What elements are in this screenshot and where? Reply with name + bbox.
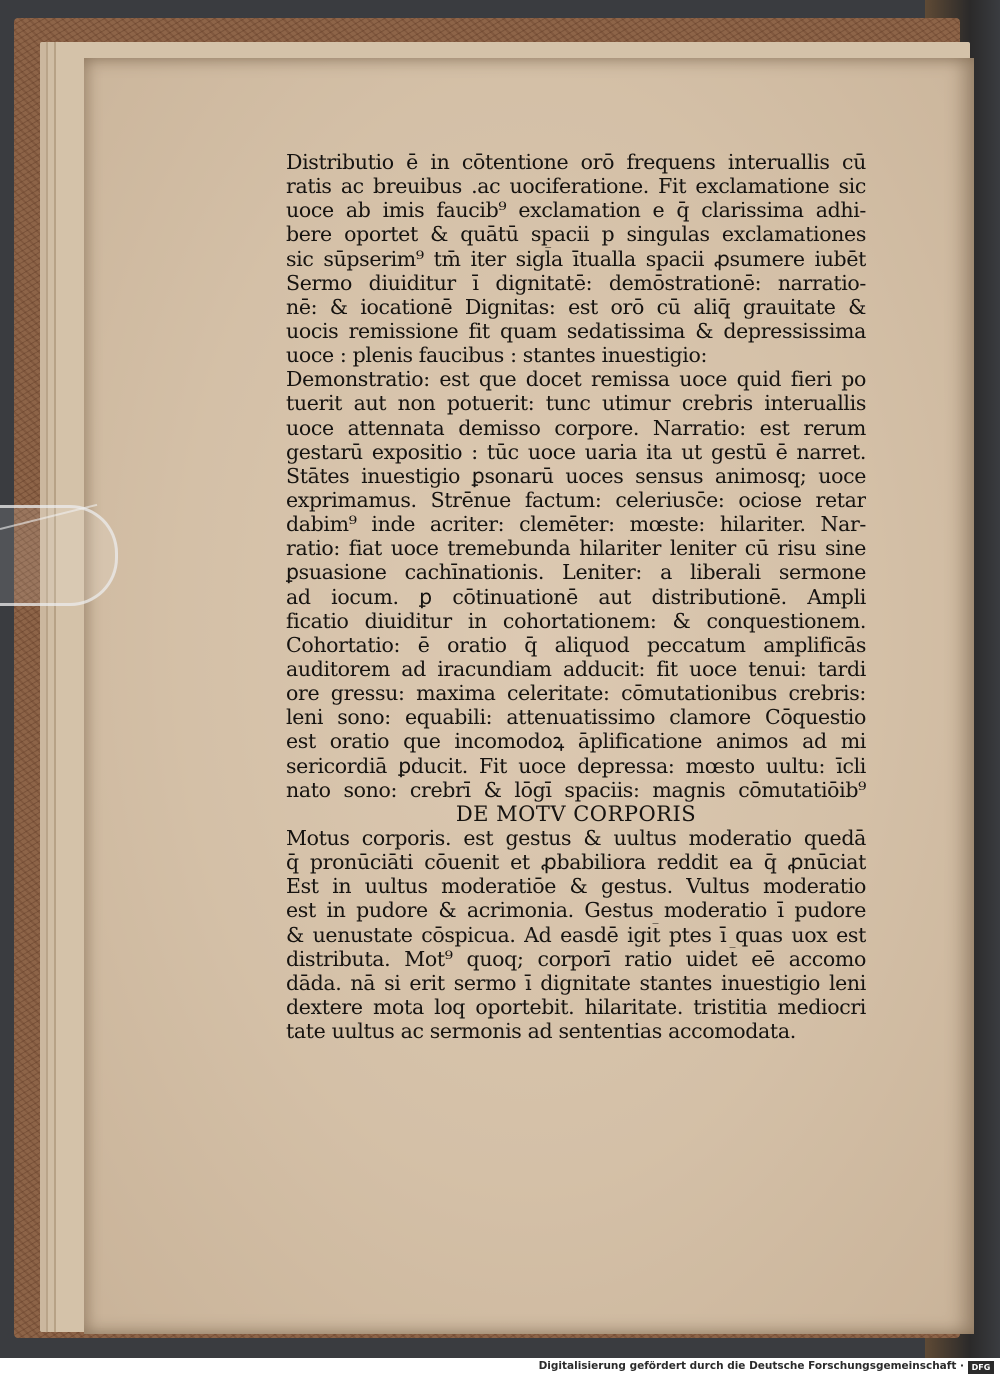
text-block <box>286 150 866 1043</box>
text-line: bere oportet & quātū spacii p singulas exclamationes <box>286 222 866 247</box>
text-line: ꝑsuasione cachīnationis. Leniter: a liberali sermone <box>286 560 866 585</box>
footer-bar <box>0 1358 1000 1377</box>
text-line: Stātes inuestigio ꝑsonarū uoces sensus animosq; uoce <box>286 463 866 488</box>
text-line: Demonstratio: est que docet remissa uoce quid fieri po <box>286 367 866 392</box>
text-line: exprimamus. Strēnue factum: celeriusc̄e: ociose retar <box>286 487 866 512</box>
text-line: ad iocum. ꝑ cōtinuationē aut distributionē. Ampli <box>286 584 866 609</box>
text-line: Cohortatio: ē oratio q̄ aliquod peccatum amplificās <box>286 632 866 657</box>
text-line: est oratio que incomodoꝝ āplificatione animos ad mi <box>286 729 866 754</box>
text-line: gestarū expositio : tūc uoce uaria ita ut gestū ē narret. <box>286 439 866 464</box>
section-heading: DE MOTV CORPORIS <box>455 801 697 826</box>
text-line: Motus corporis. est gestus & uultus moderatio quedā <box>286 825 866 850</box>
text-line: dāda. nā si erit sermo ī dignitate stantes inuestigio leni <box>286 970 866 995</box>
text-line: tuerit aut non potuerit: tunc utimur crebris interuallis <box>286 391 866 416</box>
text-line: ratis ac breuibus .ac uociferatione. Fit exclamatione sic <box>286 174 866 199</box>
page-clip <box>0 505 118 606</box>
text-line: Distributio ē in cōtentione orō frequens interuallis cū <box>286 150 866 174</box>
text-line: sic sūpserim⁹ tm̄ iter sigl̄a ītualla spacii ꝓsumere iubēt <box>286 246 866 271</box>
text-line: q̄ pronūciāti cōuenit et ꝓbabiliora reddit ea q̄ ꝓnūciat <box>286 850 866 875</box>
text-line: leni sono: equabili: attenuatissimo clamore Cōquestio <box>286 705 866 730</box>
text-line: auditorem ad iracundiam adducit: fit uoce tenui: tardi <box>286 656 866 681</box>
text-line: est in pudore & acrimonia. Gestus moderatio ī pudore <box>286 898 866 923</box>
text-line: nato sono: crebrī & lōgī spaciis: magnis cōmutatiōib⁹ <box>286 777 866 802</box>
footer-credit: Digitalisierung gefördert durch die Deutsche Forschungsgemeinschaft · <box>538 1360 964 1372</box>
text-line: ficatio diuiditur in cohortationem: & conquestionem. <box>286 608 866 633</box>
text-line: nē: & iocationē Dignitas: est orō cū aliq̄ grauitate & <box>286 294 866 319</box>
text-line: & uenustate cōspicua. Ad easdē igit̄ ptes ī quas uox est <box>286 922 866 947</box>
text-line: tate uultus ac sermonis ad sententias accomodata. <box>286 1019 796 1044</box>
text-line: uoce attennata demisso corpore. Narratio: est rerum <box>286 415 866 440</box>
text-line: sericordiā ꝑducit. Fit uoce depressa: mœsto uultu: īcli <box>286 753 866 778</box>
text-line: uoce : plenis faucibus : stantes inuestigio: <box>286 343 708 368</box>
text-line: ratio: fiat uoce tremebunda hilariter leniter cū risu sine <box>286 536 866 561</box>
text-line: uocis remissione fit quam sedatissima & depressissima <box>286 318 866 343</box>
dfg-logo: DFG <box>968 1361 994 1374</box>
text-line: Est in uultus moderatiōe & gestus. Vultus moderatio <box>286 874 866 899</box>
text-line: uoce ab imis faucib⁹ exclamation e q̄ clarissima adhi- <box>286 198 866 223</box>
text-line: distributa. Mot⁹ quoq; corporī ratio uidet̄ eē accomo <box>286 946 866 971</box>
text-line: dextere mota loq oportebit. hilaritate. tristitia mediocri <box>286 994 866 1019</box>
text-line: dabim⁹ inde acriter: clemēter: mœste: hilariter. Nar- <box>286 512 866 537</box>
text-line: ore gressu: maxima celeritate: cōmutationibus crebris: <box>286 681 866 706</box>
text-line: Sermo diuiditur ī dignitatē: demōstrationē: narratio- <box>286 270 866 295</box>
